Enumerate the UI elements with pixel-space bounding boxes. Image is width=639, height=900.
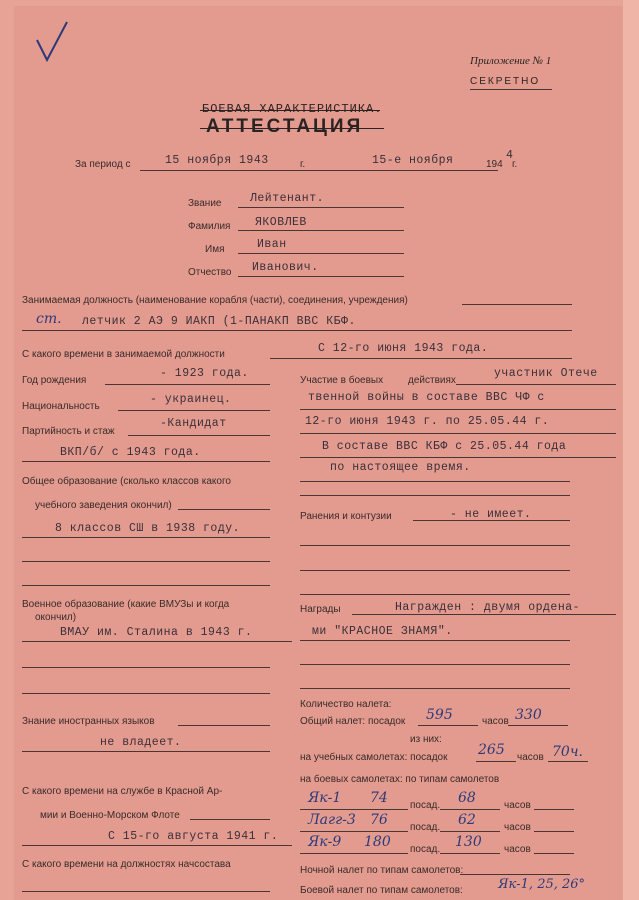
wounds-line-4 — [300, 594, 570, 595]
nationality-label: Национальность — [22, 401, 100, 412]
combat-line-6 — [300, 495, 570, 496]
appendix-label: Приложение № 1 — [470, 55, 552, 67]
awards-value-1: Награжден : двумя ордена- — [395, 601, 581, 614]
wounds-line-2 — [300, 545, 570, 546]
combat-line-5-text: по настоящее время. — [330, 461, 471, 474]
education-label-2: учебного заведения окончил) — [35, 500, 172, 511]
surname-value: ЯКОВЛЕВ — [255, 216, 307, 229]
wounds-line-3 — [300, 570, 570, 571]
nationality-line — [118, 410, 270, 411]
position-line-2 — [22, 330, 572, 331]
type-3-hours-line — [440, 853, 500, 854]
languages-line-2 — [22, 751, 270, 752]
service-value: С 15-го августа 1941 г. — [108, 830, 279, 843]
period-to: 15-е ноября — [372, 154, 454, 167]
type-3-line — [300, 853, 408, 854]
total-landings-line — [418, 725, 478, 726]
training-landings: 265 — [478, 742, 505, 758]
training-hours-label: часов — [517, 752, 544, 763]
total-hours: 330 — [515, 707, 542, 723]
night-flight-line — [460, 874, 570, 875]
patronymic-label: Отчество — [188, 267, 232, 278]
period-year-prefix: 194 — [486, 159, 503, 170]
command-line — [22, 891, 270, 892]
type-1-posad: посад. — [410, 800, 441, 811]
nationality-value: - украинец. — [150, 393, 232, 406]
party-line — [128, 435, 270, 436]
of-them-label: из них: — [410, 734, 442, 745]
awards-line-4 — [300, 688, 570, 689]
mil-education-value: ВМАУ им. Сталина в 1943 г. — [60, 626, 253, 639]
type-2-hours-line — [440, 831, 500, 832]
type-1-landings: 74 — [370, 790, 388, 806]
total-landings: 595 — [426, 707, 453, 723]
position-line-1 — [462, 304, 572, 305]
type-2-end-line — [534, 831, 574, 832]
combat-line-1 — [456, 384, 616, 385]
awards-label: Награды — [300, 604, 341, 615]
period-from-suffix: г. — [300, 159, 306, 170]
total-hours-label: часов — [482, 716, 509, 727]
surname-line — [238, 230, 404, 231]
period-year-suffix: г. — [512, 159, 518, 170]
document-title: АТТЕСТАЦИЯ — [206, 116, 364, 137]
combat-line-1-text: участник Отече — [494, 367, 598, 380]
party-value-2: ВКП/б/ с 1943 года. — [60, 446, 201, 459]
combat-flight-value: Як-1, 25, 26° — [498, 877, 586, 892]
combat-line-5 — [300, 481, 570, 482]
type-2-posad: посад. — [410, 822, 441, 833]
education-value: 8 классов СШ в 1938 году. — [55, 522, 241, 535]
service-label-2: мии и Военно-Морском Флоте — [40, 810, 180, 821]
education-line-4 — [22, 585, 270, 586]
education-line-3 — [22, 561, 270, 562]
combat-planes-label: на боевых самолетах: по типам самолетов — [300, 774, 500, 785]
combat-line-3-text: 12-го июня 1943 г. по 25.05.44 г. — [305, 415, 550, 428]
type-3-hours-label: часов — [504, 844, 531, 855]
party-label: Партийность и стаж — [22, 426, 115, 437]
languages-line-1 — [178, 725, 270, 726]
party-value: -Кандидат — [160, 417, 227, 430]
night-flight-label: Ночной налет по типам самолетов: — [300, 865, 464, 876]
period-year-digit: 4 — [506, 149, 514, 162]
type-3-hours: 130 — [455, 834, 482, 850]
languages-label: Знание иностранных языков — [22, 716, 155, 727]
type-1-end-line — [534, 809, 574, 810]
awards-value-2: ми "КРАСНОЕ ЗНАМЯ". — [312, 625, 453, 638]
type-1-hours-line — [440, 809, 500, 810]
rank-line — [238, 207, 404, 208]
languages-value: не владеет. — [100, 736, 182, 749]
rank-value: Лейтенант. — [250, 192, 325, 205]
flight-total-label: Общий налет: посадок — [300, 716, 406, 727]
surname-label: Фамилия — [188, 221, 231, 232]
awards-line-2 — [300, 640, 570, 641]
party-line-2 — [22, 461, 270, 462]
service-line-2 — [22, 845, 292, 846]
service-label-1: С какого времени на службе в Красной Ар- — [22, 786, 223, 797]
combat-flight-label: Боевой налет по типам самолетов: — [300, 885, 463, 896]
combat-line-4 — [300, 457, 616, 458]
rank-label: Звание — [188, 198, 222, 209]
awards-line-1 — [352, 614, 616, 615]
training-label: на учебных самолетах: посадок — [300, 752, 448, 763]
position-hand-prefix: ст. — [36, 311, 62, 327]
mil-education-line-2 — [22, 667, 270, 668]
flight-title: Количество налета: — [300, 699, 392, 710]
type-2-hours-label: часов — [504, 822, 531, 833]
type-3-end-line — [534, 853, 574, 854]
type-2-landings: 76 — [370, 812, 388, 828]
type-1-hours-label: часов — [504, 800, 531, 811]
page-edge — [623, 0, 639, 900]
since-position-value: С 12-го июня 1943 года. — [318, 342, 489, 355]
education-line-2 — [22, 537, 270, 538]
birth-year-line — [105, 384, 270, 385]
type-3-landings: 180 — [364, 834, 391, 850]
combat-label-cont: действиях — [408, 375, 456, 386]
combat-line-2 — [300, 409, 616, 410]
secret-stamp: СЕКРЕТНО — [470, 76, 541, 87]
birth-year-value: - 1923 года. — [160, 367, 249, 380]
header-crossed: БОЕВАЯ ХАРАКТЕРИСТИКА. — [202, 102, 383, 116]
firstname-value: Иван — [257, 238, 287, 251]
mil-education-line-1 — [22, 641, 292, 642]
training-landings-line — [476, 761, 516, 762]
since-position-line — [270, 358, 572, 359]
position-label: Занимаемая должность (наименование корабля (части), соединения, учреждения) — [22, 295, 408, 306]
training-hours-line — [548, 761, 588, 762]
mil-education-label-1: Военное образование (какие ВМУЗы и когда — [22, 599, 230, 610]
type-2-hours: 62 — [458, 812, 476, 828]
position-value: летчик 2 АЭ 9 ИАКП (1-ПАНАКП ВВС КБФ. — [82, 315, 356, 328]
education-line-1 — [178, 509, 270, 510]
period-line — [140, 170, 498, 171]
type-2-line — [300, 831, 408, 832]
since-position-label: С какого времени в занимаемой должности — [22, 349, 225, 360]
patronymic-value: Иванович. — [252, 261, 319, 274]
birth-year-label: Год рождения — [22, 375, 87, 386]
firstname-line — [238, 253, 404, 254]
combat-line-2-text: твенной войны в составе ВВС ЧФ с — [308, 391, 545, 404]
title-strikethrough — [200, 128, 384, 129]
combat-line-3 — [300, 433, 616, 434]
wounds-label: Ранения и контузии — [300, 511, 392, 522]
wounds-value: - не имеет. — [450, 508, 532, 521]
type-2-name: Лагг-3 — [308, 812, 356, 828]
combat-line-4-text: В составе ВВС КБФ с 25.05.44 года — [322, 440, 567, 453]
service-line-1 — [190, 819, 270, 820]
type-1-line — [300, 809, 408, 810]
firstname-label: Имя — [205, 244, 225, 255]
secret-underline — [470, 89, 552, 90]
header-strikethrough — [200, 110, 380, 111]
period-label: За период с — [75, 159, 131, 170]
total-hours-line — [508, 725, 568, 726]
combat-label: Участие в боевых — [300, 375, 384, 386]
education-label-1: Общее образование (сколько классов какого — [22, 476, 231, 487]
type-3-name: Як-9 — [308, 834, 342, 850]
period-from: 15 ноября 1943 — [165, 154, 269, 167]
type-1-hours: 68 — [458, 790, 476, 806]
checkmark-icon — [35, 20, 69, 62]
type-3-posad: посад. — [410, 844, 441, 855]
mil-education-line-3 — [22, 693, 270, 694]
patronymic-line — [238, 276, 404, 277]
type-1-name: Як-1 — [308, 790, 342, 806]
awards-line-3 — [300, 664, 570, 665]
command-label: С какого времени на должностях начсостава — [22, 859, 231, 870]
mil-education-label-2: окончил) — [35, 612, 77, 623]
training-hours: 70ч. — [552, 744, 583, 760]
